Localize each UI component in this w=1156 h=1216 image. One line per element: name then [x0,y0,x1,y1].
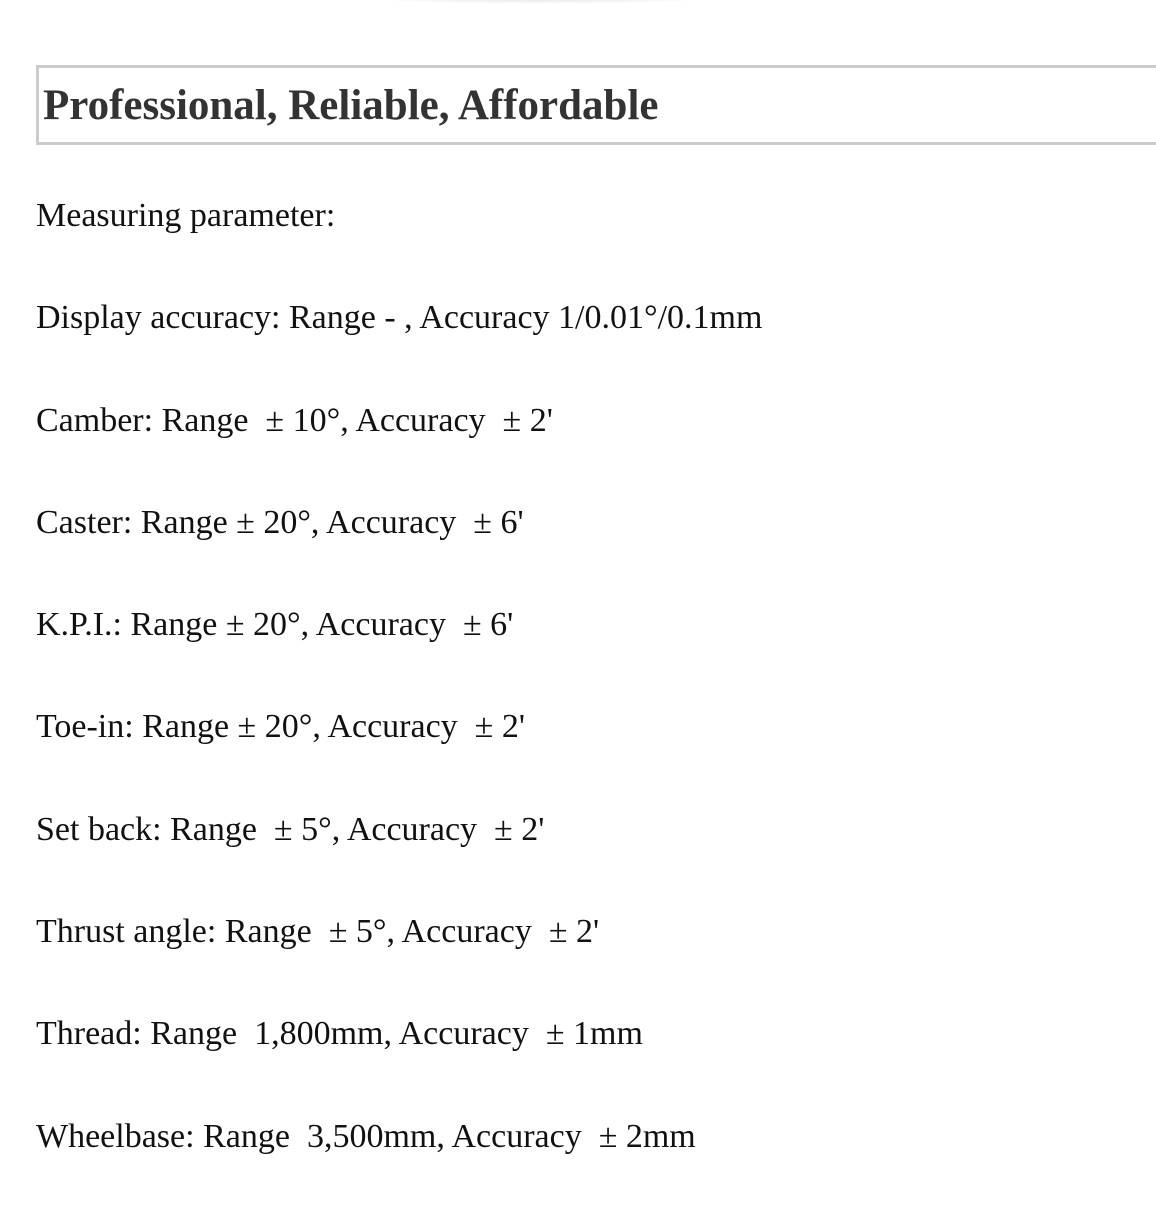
spec-caster: Caster: Range ± 20°, Accuracy ± 6' [36,503,524,541]
spec-set-back: Set back: Range ± 5°, Accuracy ± 2' [36,810,545,848]
spec-thread: Thread: Range 1,800mm, Accuracy ± 1mm [36,1015,643,1053]
spec-toe-in: Toe-in: Range ± 20°, Accuracy ± 2' [36,708,525,746]
spec-list [36,193,762,1216]
spec-thrust-angle: Thrust angle: Range ± 5°, Accuracy ± 2' [36,913,600,951]
page-title: Professional, Reliable, Affordable [43,82,659,129]
spec-wheelbase: Wheelbase: Range 3,500mm, Accuracy ± 2mm [36,1117,696,1155]
image-edge-shadow [360,0,720,4]
spec-camber: Camber: Range ± 10°, Accuracy ± 2' [36,401,553,439]
heading-box [36,65,1156,145]
spec-kpi: K.P.I.: Range ± 20°, Accuracy ± 6' [36,606,514,644]
spec-intro: Measuring parameter: [36,197,336,234]
spec-display-accuracy: Display accuracy: Range - , Accuracy 1/0.01°/0.1mm [36,299,763,337]
